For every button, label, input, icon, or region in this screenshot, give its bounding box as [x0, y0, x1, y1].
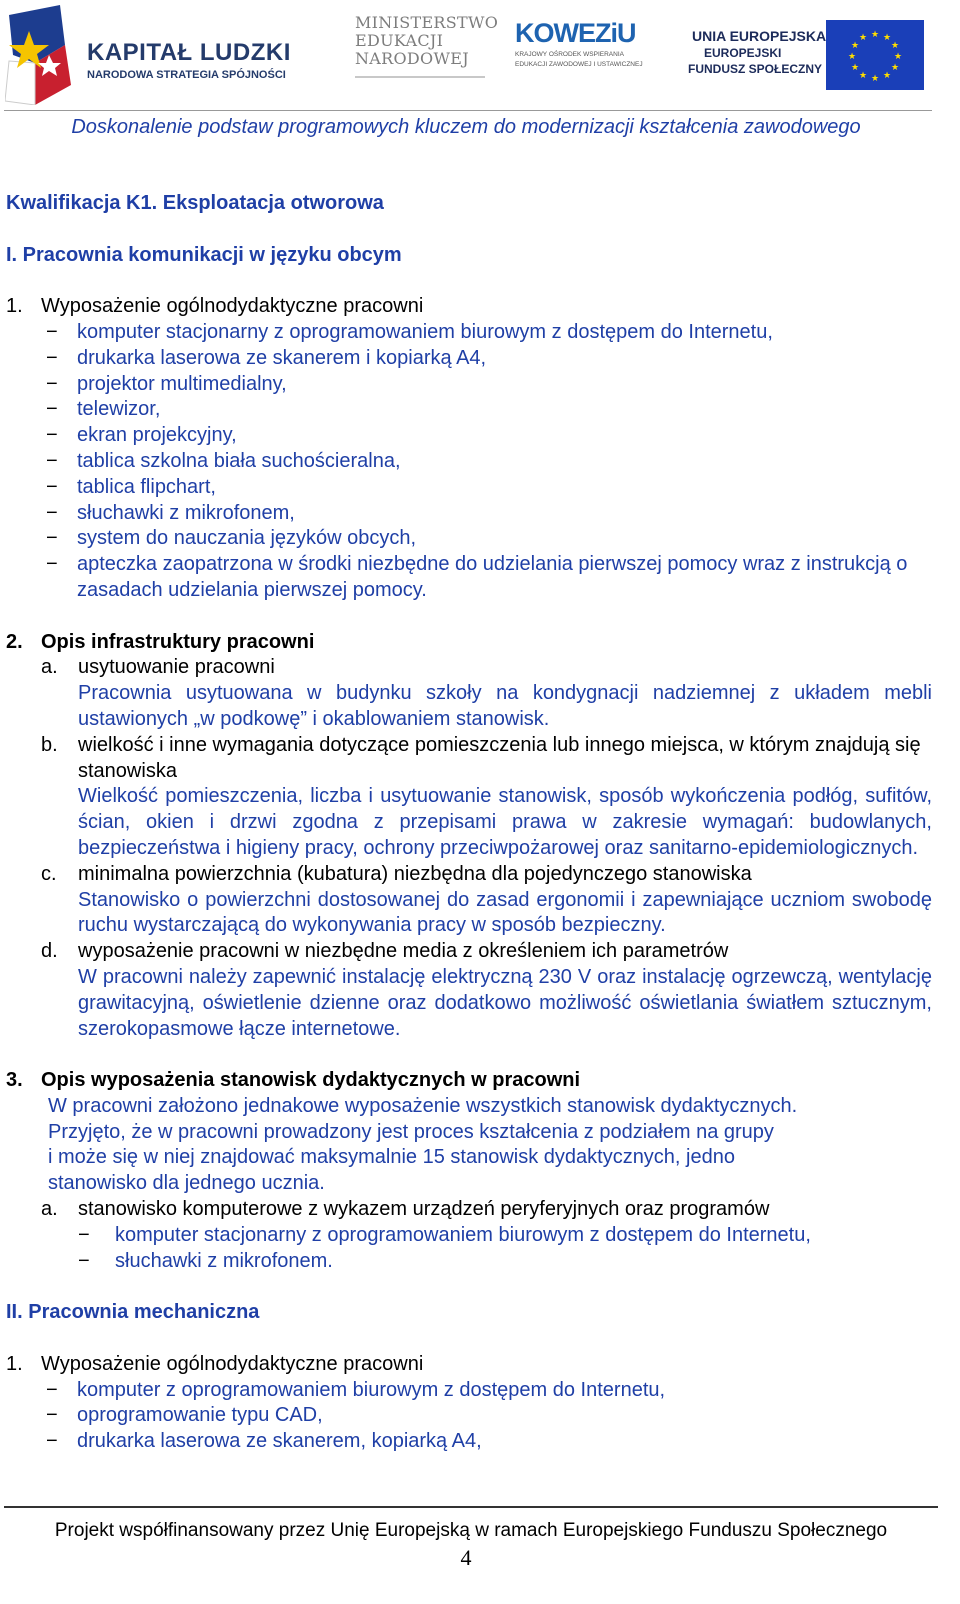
- ministerstwo-line-2: EDUKACJI: [355, 31, 444, 50]
- svg-text:★: ★: [870, 30, 880, 40]
- kapital-ludzki-logo: [5, 5, 305, 105]
- list-item: [6, 1403, 932, 1429]
- svg-text:★: ★: [890, 41, 900, 51]
- equipment-number: 1.: [6, 1352, 23, 1375]
- ue-line-3: FUNDUSZ SPOŁECZNY: [688, 62, 823, 76]
- document-content: [6, 191, 932, 1455]
- kapital-ludzki-title: KAPITAŁ LUDZKI: [87, 39, 291, 66]
- dash-bullet: −: [46, 398, 58, 421]
- dash-bullet: −: [46, 320, 58, 343]
- equipment-heading-text: Wyposażenie ogólnodydaktyczne pracowni: [41, 1352, 424, 1375]
- list-item: [6, 552, 932, 604]
- dash-bullet: −: [46, 1378, 58, 1401]
- station-item-letter: a.: [41, 1198, 58, 1221]
- ue-line-2: EUROPEJSKI: [704, 46, 782, 60]
- list-item: [6, 372, 932, 398]
- dash-bullet: −: [46, 424, 58, 447]
- list-item: [6, 320, 932, 346]
- list-item-text: komputer z oprogramowaniem biurowym z dostępem do Internetu,: [77, 1378, 666, 1401]
- koweziu-subtitle-2: EDUKACJI ZAWODOWEJ I USTAWICZNEJ: [515, 61, 643, 68]
- list-item-text: drukarka laserowa ze skanerem i kopiarką A4,: [77, 346, 487, 369]
- equipment-heading-1: [6, 294, 932, 320]
- svg-text:★: ★: [882, 33, 892, 43]
- infra-item-heading: minimalna powierzchnia (kubatura) niezbędna dla pojedynczego stanowiska: [78, 862, 752, 885]
- svg-text:★: ★: [850, 41, 860, 51]
- infra-item-heading: usytuowanie pracowni: [78, 656, 275, 679]
- kapital-ludzki-subtitle: NARODOWA STRATEGIA SPÓJNOŚCI: [87, 69, 286, 81]
- svg-text:★: ★: [893, 52, 903, 62]
- svg-text:★: ★: [870, 74, 880, 84]
- list-item: [6, 501, 932, 527]
- header-logos: [0, 0, 960, 110]
- dash-bullet: −: [46, 475, 58, 498]
- list-item: [6, 475, 932, 501]
- header-title: Doskonalenie podstaw programowych kluczem do modernizacji kształcenia zawodowego: [71, 116, 861, 138]
- ministerstwo-line-1: MINISTERSTWO: [355, 13, 499, 32]
- list-item-text: oprogramowanie typu CAD,: [77, 1404, 323, 1427]
- koweziu-name: KOWEZiU: [515, 18, 636, 48]
- svg-text:★: ★: [890, 63, 900, 73]
- header-divider: [4, 110, 932, 111]
- list-item-text: system do nauczania języków obcych,: [77, 527, 417, 550]
- ministerstwo-line-3: NARODOWEJ: [355, 49, 469, 68]
- list-item-text: apteczka zaopatrzona w środki niezbędne do udzielania pierwszej pomocy wraz z instrukcją o zasadach udzielania pierwszej pomocy.: [77, 553, 908, 601]
- section-1-title: I. Pracownia komunikacji w języku obcym: [6, 243, 402, 266]
- infra-item-letter: a.: [41, 656, 58, 679]
- dash-bullet: −: [78, 1223, 90, 1246]
- list-item: [6, 1223, 932, 1249]
- station-item-heading: stanowisko komputerowe z wykazem urządzeń peryferyjnych oraz programów: [78, 1198, 770, 1221]
- svg-text:★: ★: [882, 71, 892, 81]
- koweziu-logo: [515, 18, 645, 98]
- list-item: [6, 1429, 932, 1455]
- infra-item-letter: c.: [41, 862, 57, 885]
- infrastructure-heading-text: Opis infrastruktury pracowni: [41, 630, 315, 653]
- infra-item-letter: b.: [41, 733, 58, 756]
- list-item-text: ekran projekcyjny,: [77, 424, 237, 447]
- dash-bullet: −: [46, 527, 58, 550]
- stations-text-line: stanowisko dla jednego ucznia.: [48, 1172, 325, 1195]
- equipment-number: 1.: [6, 295, 23, 318]
- koweziu-subtitle-1: KRAJOWY OŚRODEK WSPIERANIA: [515, 51, 624, 58]
- list-item: [6, 1378, 932, 1404]
- list-item-text: komputer stacjonarny z oprogramowaniem biurowym z dostępem do Internetu,: [115, 1223, 811, 1246]
- infrastructure-heading: [6, 630, 932, 656]
- svg-text:★: ★: [858, 33, 868, 43]
- list-item-text: słuchawki z mikrofonem.: [115, 1249, 333, 1272]
- equipment-list: [6, 320, 932, 604]
- kapital-ludzki-emblem-icon: [5, 5, 77, 105]
- eu-flag-icon: [826, 20, 924, 90]
- svg-text:★: ★: [858, 71, 868, 81]
- page-number: 4: [460, 1545, 472, 1570]
- list-item-text: projektor multimedialny,: [77, 372, 287, 395]
- ue-line-1: UNIA EUROPEJSKA: [692, 28, 827, 44]
- ministerstwo-underline: [355, 76, 485, 78]
- qualification-title: Kwalifikacja K1. Eksploatacja otworowa: [6, 192, 384, 214]
- list-item-text: tablica szkolna biała suchościeralna,: [77, 449, 401, 472]
- ue-efs-logo: [688, 20, 948, 100]
- stations-heading: [6, 1068, 932, 1094]
- list-item-text: komputer stacjonarny z oprogramowaniem biurowym z dostępem do Internetu,: [77, 320, 773, 343]
- infra-item-heading: wyposażenie pracowni w niezbędne media z określeniem ich parametrów: [78, 940, 729, 963]
- list-item: [6, 1249, 932, 1275]
- list-item-text: tablica flipchart,: [77, 475, 216, 498]
- stations-number: 3.: [6, 1069, 23, 1092]
- list-item-text: słuchawki z mikrofonem,: [77, 501, 295, 524]
- infra-item-description: Wielkość pomieszczenia, liczba i usytuowanie stanowisk, sposób wykończenia podłóg, sufitów, ścian, okien i drzwi zgodna z przepisami prawa w zakresie wymagań: budowlanych, bezpieczeństwa i higieny pracy, ochrony przeciwpożarowej oraz sanitarno-epidemiologicznych.: [78, 785, 932, 859]
- list-item: [6, 423, 932, 449]
- list-item: [6, 346, 932, 372]
- dash-bullet: −: [46, 553, 58, 576]
- infra-item-letter: d.: [41, 940, 58, 963]
- infra-item-description: W pracowni należy zapewnić instalację elektryczną 230 V oraz instalację ogrzewczą, wentylację grawitacyjną, oświetlenie dzienne oraz dodatkowo możliwość oświetlania światłem sztucznym, szerokopasmowe łącze internetowe.: [78, 965, 932, 1040]
- section-2-title: II. Pracownia mechaniczna: [6, 1301, 260, 1324]
- infra-item-c: [6, 862, 932, 939]
- stations-heading-text: Opis wyposażenia stanowisk dydaktycznych w pracowni: [41, 1069, 581, 1092]
- svg-text:★: ★: [850, 63, 860, 73]
- infra-item-d: [6, 939, 932, 1042]
- infra-item-a: [6, 655, 932, 732]
- infra-item-description: Stanowisko o powierzchni dostosowanej do zasad ergonomii i zapewniające uczniom swobodę ruchu wystarczającą do wykonywania pracy w sposób bezpieczny.: [78, 888, 932, 937]
- stations-text-line: i może się w niej znajdować maksymalnie 15 stanowisk dydaktycznych, jedno: [48, 1146, 735, 1169]
- list-item-text: telewizor,: [77, 398, 161, 421]
- list-item: [6, 397, 932, 423]
- list-item-text: drukarka laserowa ze skanerem, kopiarką A4,: [77, 1430, 482, 1453]
- footer-text: Projekt współfinansowany przez Unię Europejską w ramach Europejskiego Funduszu Społecznego: [54, 1520, 888, 1541]
- dash-bullet: −: [46, 501, 58, 524]
- infra-item-heading: wielkość i inne wymagania dotyczące pomieszczenia lub innego miejsca, w którym znajdują się stanowiska: [78, 733, 921, 782]
- list-item: [6, 449, 932, 475]
- stations-text-line: Przyjęto, że w pracowni prowadzony jest proces kształcenia z podziałem na grupy: [48, 1120, 774, 1143]
- dash-bullet: −: [46, 1430, 58, 1453]
- equipment-heading-2: [6, 1352, 932, 1378]
- ministerstwo-logo: [355, 14, 505, 94]
- station-item-a: [6, 1197, 932, 1223]
- infrastructure-number: 2.: [6, 630, 23, 653]
- infra-item-b: [6, 733, 932, 862]
- stations-text-line: W pracowni założono jednakowe wyposażenie wszystkich stanowisk dydaktycznych.: [48, 1094, 798, 1117]
- dash-bullet: −: [46, 372, 58, 395]
- dash-bullet: −: [46, 346, 58, 369]
- list-item: [6, 526, 932, 552]
- footer-divider: [4, 1506, 938, 1508]
- infra-item-description: Pracownia usytuowana w budynku szkoły na kondygnacji nadziemnej z układem mebli ustawionych „w podkowę” i okablowaniem stanowisk.: [78, 682, 932, 730]
- dash-bullet: −: [46, 1404, 58, 1427]
- equipment-heading-text: Wyposażenie ogólnodydaktyczne pracowni: [41, 295, 424, 318]
- svg-text:★: ★: [847, 52, 857, 62]
- dash-bullet: −: [46, 449, 58, 472]
- dash-bullet: −: [78, 1249, 90, 1272]
